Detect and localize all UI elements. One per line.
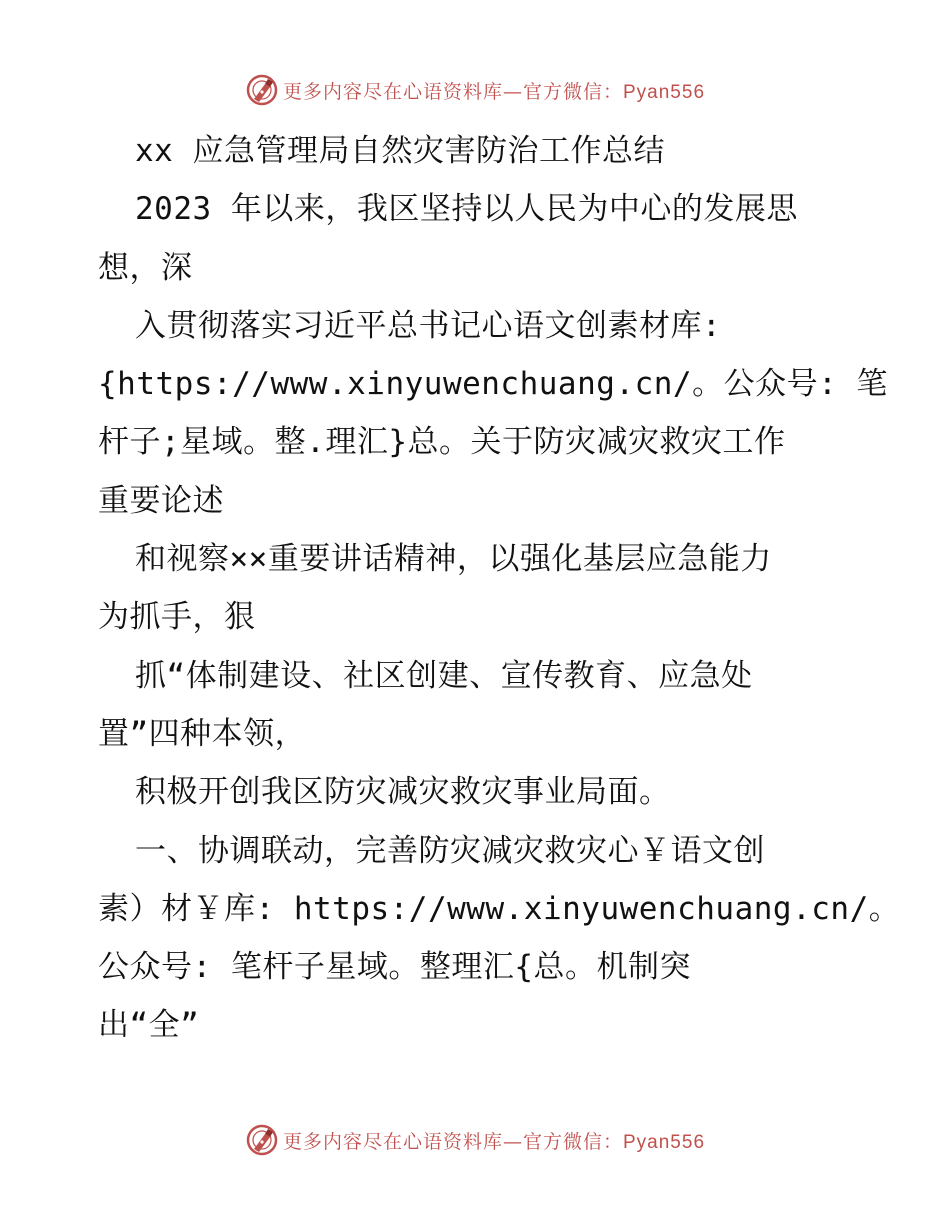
paragraph-line: 想，深 [98,249,193,286]
paragraph-line: 和视察××重要讲话精神，以强化基层应急能力 [135,541,772,578]
paragraph-line: 置”四种本领， [98,715,307,752]
footer-watermark-banner [0,1120,950,1160]
paragraph-line: 公众号: 笔杆子星域。整理汇{总。机制突 [98,949,691,986]
paragraph-line: 为抓手，狠 [98,599,256,636]
paragraph-line: 素）材￥库: https://www.xinyuwenchuang.cn/。 [98,890,901,927]
header-wechat-id: Pyan556 [623,81,706,103]
document-title: xx 应急管理局自然灾害防治工作总结 [135,133,665,169]
document-body [98,122,901,1055]
paragraph-line: 重要论述 [98,482,224,519]
paragraph-line: {https://www.xinyuwenchuang.cn/。公众号: 笔 [98,366,888,403]
pen-nib-logo-icon [245,73,279,107]
paragraph-line: 抓“体制建设、社区创建、宣传教育、应急处 [135,657,753,694]
header-banner-content [245,73,705,107]
footer-banner-label: 更多内容尽在心语资料库—官方微信： [282,1130,623,1153]
section-heading-line: 一、协调联动，完善防灾减灾救灾心￥语文创 [135,832,765,869]
pen-nib-logo-icon [245,1123,279,1157]
footer-banner-content [245,1123,705,1157]
paragraph-line: 出“全” [98,1007,200,1044]
footer-banner-text [283,1127,705,1154]
header-banner-text [283,77,705,104]
header-watermark-banner [0,70,950,110]
paragraph-line: 杆子;星域。整.理汇}总。关于防灾减灾救灾工作 [98,424,786,461]
footer-wechat-id: Pyan556 [623,1131,706,1153]
paragraph-line: 积极开创我区防灾减灾救灾事业局面。 [135,774,671,811]
header-banner-label: 更多内容尽在心语资料库—官方微信： [282,80,623,103]
paragraph-line: 2023 年以来，我区坚持以人民为中心的发展思 [135,191,798,228]
paragraph-line: 入贯彻落实习近平总书记心语文创素材库: [135,307,722,344]
